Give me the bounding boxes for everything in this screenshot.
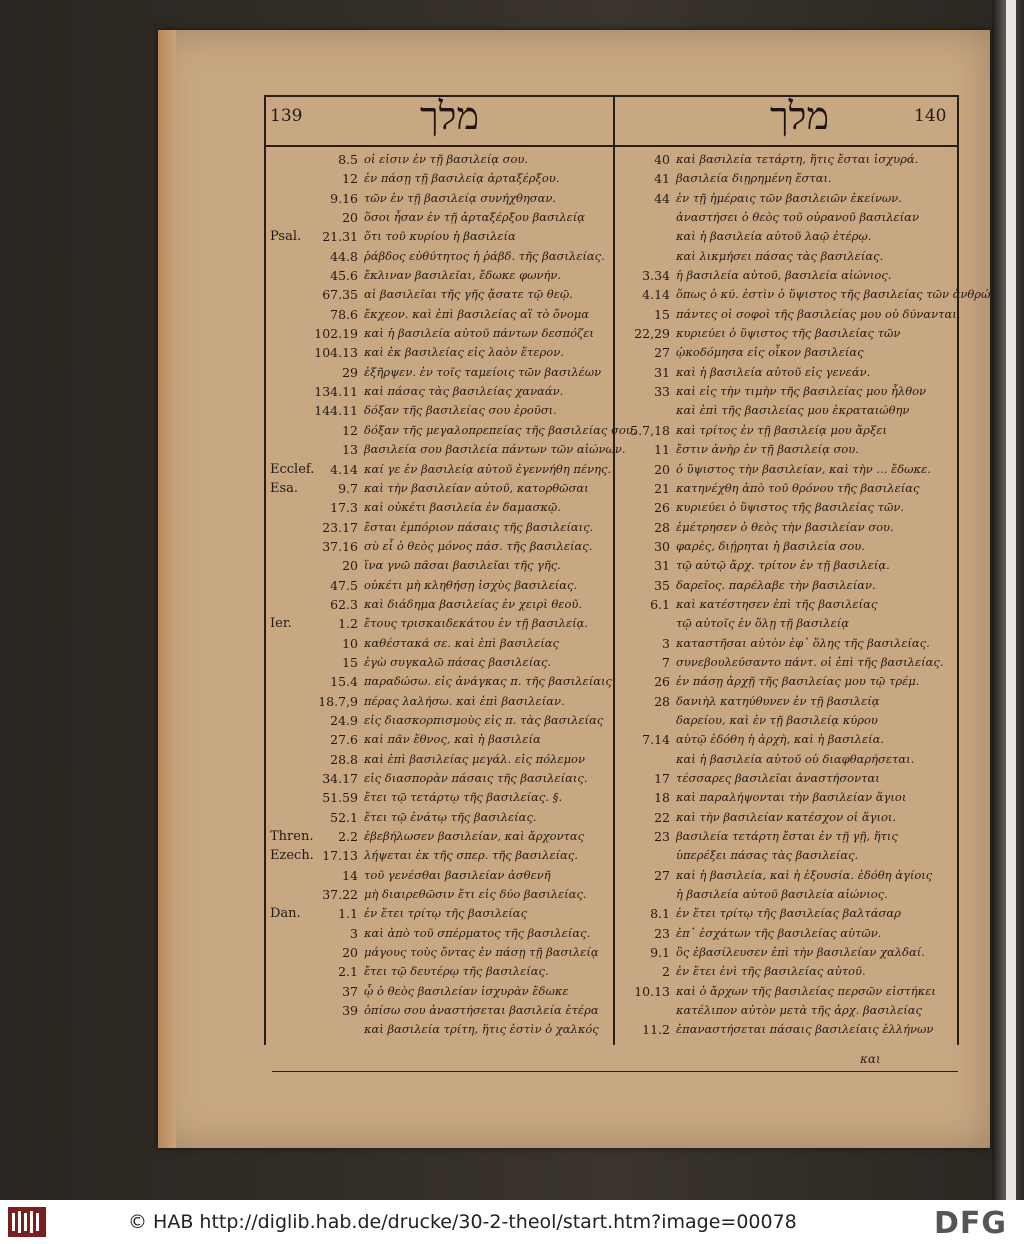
verse-reference: 22 bbox=[654, 809, 670, 825]
entry-text: ἵνα γνῶ πᾶσαι βασιλεῖαι τῆς γῆς. bbox=[364, 558, 561, 573]
left-entry bbox=[270, 343, 610, 362]
verse-reference: 2.1 bbox=[338, 964, 358, 980]
entry-text: ἔτους τρισκαιδεκάτου ἐν τῇ βασιλείᾳ. bbox=[364, 616, 589, 631]
verse-reference: 40 bbox=[654, 152, 670, 167]
right-entry bbox=[620, 769, 956, 788]
entry-text: ἔσται ἐμπόριον πάσαις τῆς βασιλείαις. bbox=[364, 519, 594, 534]
book-name: Psal. bbox=[270, 229, 302, 245]
left-entry bbox=[270, 1020, 610, 1039]
verse-reference: 134.11 bbox=[314, 384, 358, 400]
verse-reference: 3.34 bbox=[642, 268, 670, 284]
left-entry bbox=[270, 885, 610, 904]
verse-reference: 20 bbox=[342, 558, 358, 574]
entry-text: ᾠκοδόμησα εἰς οἶκον βασιλείας bbox=[676, 345, 864, 360]
entry-text: καὶ πάσας τὰς βασιλείας χαναάν. bbox=[364, 384, 564, 399]
verse-reference: 27 bbox=[654, 345, 670, 361]
right-entry bbox=[620, 382, 956, 401]
entry-text: οἱ εἰσιν ἐν τῇ βασιλείᾳ σου. bbox=[364, 152, 529, 166]
entry-text: ἡ βασιλεία αὐτοῦ, βασιλεία αἰώνιος. bbox=[676, 268, 892, 283]
right-entry bbox=[620, 692, 956, 711]
left-entry bbox=[270, 924, 610, 943]
verse-reference: 1.1 bbox=[338, 906, 358, 922]
entry-text: καὶ ἐπὶ τῆς βασιλείας μου ἐκραταιώθην bbox=[676, 403, 910, 418]
left-entry bbox=[270, 711, 610, 730]
entry-text: αὐτῷ ἐδόθη ἡ ἀρχὴ, καὶ ἡ βασιλεία. bbox=[676, 732, 885, 747]
entry-text: δαρεῖος. παρέλαβε τὴν βασιλείαν. bbox=[676, 577, 876, 592]
entry-text: βασιλεία σου βασιλεία πάντων τῶν αἰώνων. bbox=[364, 442, 626, 457]
entry-text: καταστῆσαι αὐτὸν ἐφ᾽ ὅλης τῆς βασιλείας. bbox=[676, 635, 930, 650]
entry-text: δόξαν τῆς βασιλείας σου ἐροῦσι. bbox=[364, 403, 557, 418]
verse-reference: 20 bbox=[654, 461, 670, 477]
right-entry bbox=[620, 150, 956, 169]
entry-text: ὅπως ὁ κύ. ἐστὶν ὁ ὕψιστος τῆς βασιλείας τῶν ἀνθρώ. bbox=[676, 287, 995, 302]
left-entry bbox=[270, 962, 610, 981]
left-entry bbox=[270, 904, 610, 923]
entry-text: μὴ διαιρεθῶσιν ἔτι εἰς δύο βασιλείας. bbox=[364, 887, 587, 902]
verse-reference: 37.22 bbox=[322, 887, 358, 903]
left-entry bbox=[270, 769, 610, 788]
verse-reference: 21.31 bbox=[322, 229, 358, 245]
verse-reference: 10 bbox=[342, 635, 358, 651]
verse-reference: 27.6 bbox=[330, 732, 358, 748]
verse-reference: 28 bbox=[654, 519, 670, 535]
entry-text: ἐπ᾽ ἐσχάτων τῆς βασιλείας αὐτῶν. bbox=[676, 925, 882, 940]
verse-reference: 12 bbox=[342, 171, 358, 187]
left-entry bbox=[270, 634, 610, 653]
entry-text: ὅσοι ἦσαν ἐν τῇ ἀρταξέρξου βασιλείᾳ bbox=[364, 210, 586, 225]
left-column bbox=[270, 150, 637, 1040]
verse-reference: 45.6 bbox=[330, 268, 358, 284]
left-entry bbox=[270, 460, 610, 479]
left-entry bbox=[270, 1001, 610, 1020]
left-entry bbox=[270, 653, 610, 672]
right-entry bbox=[620, 305, 961, 324]
entry-text: αἱ βασιλεῖαι τῆς γῆς ᾄσατε τῷ θεῷ. bbox=[364, 287, 573, 302]
right-entry bbox=[620, 208, 956, 227]
left-page-number: 139 bbox=[270, 106, 303, 126]
verse-reference: 20 bbox=[342, 945, 358, 961]
verse-reference: 41 bbox=[654, 171, 670, 187]
verse-reference: 8.5 bbox=[338, 152, 358, 167]
left-entry bbox=[270, 440, 626, 459]
left-entry bbox=[270, 537, 610, 556]
entry-text: συνεβουλεύσαντο πάντ. οἱ ἐπὶ τῆς βασιλείας. bbox=[676, 654, 944, 669]
entry-text: κατέλιπον αὐτὸν μετὰ τῆς ἀρχ. βασιλείας bbox=[676, 1003, 922, 1018]
left-entry bbox=[270, 285, 610, 304]
catchword: και bbox=[860, 1052, 881, 1066]
left-entry bbox=[270, 305, 610, 324]
bottom-rule bbox=[272, 1071, 958, 1072]
entry-text: τέσσαρες βασιλεῖαι ἀναστήσονται bbox=[676, 771, 880, 785]
right-entry bbox=[620, 672, 956, 691]
entry-text: καὶ οὐκέτι βασιλεία ἐν δαμασκῷ. bbox=[364, 500, 561, 515]
right-entry bbox=[620, 866, 956, 885]
verse-reference: 4.14 bbox=[642, 287, 670, 303]
right-entry bbox=[620, 885, 956, 904]
entry-text: ἐν πάσῃ τῇ βασιλείᾳ ἀρταξέρξου. bbox=[364, 171, 560, 186]
entry-text: καὶ ἡ βασιλεία αὐτοῦ λαῷ ἑτέρῳ. bbox=[676, 229, 872, 244]
entry-text: τῶν ἐν τῇ βασιλείᾳ συνήχθησαν. bbox=[364, 190, 557, 205]
right-entry bbox=[620, 634, 956, 653]
left-entry bbox=[270, 189, 610, 208]
right-page-number: 140 bbox=[914, 106, 947, 126]
entry-text: δόξαν τῆς μεγαλοπρεπείας τῆς βασιλείας σου. bbox=[364, 422, 637, 437]
entry-text: ἐγὼ συγκαλῶ πάσας βασιλείας. bbox=[364, 654, 552, 669]
left-entry bbox=[270, 730, 610, 749]
right-entry bbox=[620, 614, 956, 633]
left-entry bbox=[270, 401, 610, 420]
book-name: Dan. bbox=[270, 906, 301, 922]
verse-reference: 12 bbox=[342, 422, 358, 438]
entry-text: καὶ εἰς τὴν τιμὴν τῆς βασιλείας μου ἦλθον bbox=[676, 384, 927, 399]
viewer-edge bbox=[1006, 0, 1016, 1200]
entry-text: τοῦ γενέσθαι βασιλείαν ἀσθενῆ bbox=[364, 867, 551, 882]
right-entry bbox=[620, 421, 956, 440]
right-entry bbox=[620, 266, 956, 285]
verse-reference: 9.1 bbox=[650, 945, 670, 961]
verse-reference: 17 bbox=[654, 771, 670, 786]
verse-reference: 20 bbox=[342, 210, 358, 226]
entry-text: ἐβεβήλωσεν βασιλείαν, καὶ ἄρχοντας bbox=[364, 829, 585, 844]
entry-text: καὶ ἡ βασιλεία αὐτοῦ εἰς γενεάν. bbox=[676, 364, 871, 379]
verse-reference: 6.1 bbox=[650, 596, 670, 612]
entry-text: ἀναστήσει ὁ θεὸς τοῦ οὐρανοῦ βασιλείαν bbox=[676, 210, 919, 225]
dfg-logo-icon: DFG bbox=[934, 1206, 1008, 1241]
right-entry bbox=[620, 750, 956, 769]
hab-logo-icon bbox=[8, 1207, 46, 1237]
verse-reference: 44 bbox=[654, 190, 670, 206]
left-entry bbox=[270, 479, 610, 498]
entry-text: καὶ βασιλεία τετάρτη, ἥτις ἔσται ἰσχυρά. bbox=[676, 152, 919, 166]
verse-reference: 35 bbox=[654, 577, 670, 593]
verse-reference: 31 bbox=[654, 364, 670, 380]
right-entry bbox=[620, 227, 956, 246]
right-entry bbox=[620, 808, 956, 827]
verse-reference: 44.8 bbox=[330, 248, 358, 264]
verse-reference: 29 bbox=[342, 364, 358, 380]
left-entry bbox=[270, 943, 610, 962]
entry-text: ὑπερέξει πάσας τὰς βασιλείας. bbox=[676, 848, 859, 863]
left-entry bbox=[270, 982, 610, 1001]
entry-text: καὶ ἀπὸ τοῦ σπέρματος τῆς βασιλείας. bbox=[364, 925, 591, 940]
verse-reference: 17.3 bbox=[330, 500, 358, 516]
verse-reference: 13 bbox=[342, 442, 358, 458]
left-entry bbox=[270, 788, 610, 807]
left-entry bbox=[270, 556, 610, 575]
left-entry bbox=[270, 266, 610, 285]
entry-text: καὶ πᾶν ἔθνος, καὶ ἡ βασιλεία bbox=[364, 732, 541, 747]
verse-reference: 67.35 bbox=[322, 287, 358, 303]
entry-text: ἡ βασιλεία αὐτοῦ βασιλεία αἰώνιος. bbox=[676, 887, 888, 902]
entry-text: ὁ ὕψιστος τὴν βασιλείαν, καὶ τὴν ... ἔδωκε. bbox=[676, 461, 931, 476]
entry-text: καὶ παραλήψονται τὴν βασιλείαν ἅγιοι bbox=[676, 790, 907, 805]
entry-text: μάγους τοὺς ὄντας ἐν πάσῃ τῇ βασιλείᾳ bbox=[364, 945, 599, 960]
left-entry bbox=[270, 866, 610, 885]
verse-reference: 52.1 bbox=[330, 809, 358, 825]
entry-text: ἐξῆρψεν. ἐν τοῖς ταμείοις τῶν βασιλέων bbox=[364, 364, 602, 379]
left-entry bbox=[270, 247, 610, 266]
right-entry bbox=[620, 982, 956, 1001]
verse-reference: 18.7,9 bbox=[318, 693, 358, 709]
left-entry bbox=[270, 169, 610, 188]
right-entry bbox=[620, 827, 956, 846]
right-entry bbox=[620, 846, 956, 865]
right-entry bbox=[620, 518, 956, 537]
right-running-head: מלך bbox=[770, 94, 829, 138]
verse-reference: 3 bbox=[662, 635, 670, 651]
right-entry bbox=[620, 247, 956, 266]
left-entry bbox=[270, 692, 610, 711]
verse-reference: 1.2 bbox=[338, 616, 358, 632]
entry-text: τῷ αὐτοῖς ἐν ὅλῃ τῇ βασιλείᾳ bbox=[676, 616, 850, 631]
right-entry bbox=[620, 653, 956, 672]
entry-text: ᾧ ὁ θεὸς βασιλείαν ἰσχυρὰν ἔδωκε bbox=[364, 983, 569, 998]
entry-text: κυριεύει ὁ ὕψιστος τῆς βασιλείας τῶν bbox=[676, 326, 901, 341]
right-entry bbox=[620, 943, 956, 962]
entry-text: τῷ αὐτῷ ἄρχ. τρίτον ἐν τῇ βασιλείᾳ. bbox=[676, 558, 890, 573]
verse-reference: 39 bbox=[342, 1003, 358, 1019]
entry-text: λήψεται ἐκ τῆς σπερ. τῆς βασιλείας. bbox=[364, 848, 578, 863]
left-running-head: מלך bbox=[420, 94, 479, 138]
verse-reference: 2 bbox=[662, 964, 670, 980]
verse-reference: 11.2 bbox=[642, 1022, 670, 1038]
verse-reference: 62.3 bbox=[330, 596, 358, 612]
entry-text: ἔτει τῷ τετάρτῳ τῆς βασιλείας. §. bbox=[364, 790, 563, 805]
entry-text: ἔκλιναν βασιλεῖαι, ἔδωκε φωνήν. bbox=[364, 268, 562, 283]
entry-text: καθέστακά σε. καὶ ἐπὶ βασιλείας bbox=[364, 635, 559, 650]
verse-reference: 7 bbox=[662, 654, 670, 670]
entry-text: ὅτι τοῦ κυρίου ἡ βασιλεία bbox=[364, 229, 516, 244]
entry-text: καὶ διάδημα βασιλείας ἐν χειρὶ θεοῦ. bbox=[364, 596, 583, 611]
verse-reference: 28.8 bbox=[330, 751, 358, 767]
left-entry bbox=[270, 846, 610, 865]
page-edge bbox=[158, 30, 176, 1148]
book-name: Ier. bbox=[270, 616, 292, 632]
entry-text: ὀπίσω σου ἀναστήσεται βασιλεία ἑτέρα bbox=[364, 1003, 599, 1018]
entry-text: καὶ ἐπὶ βασιλείας μεγάλ. εἰς πόλεμον bbox=[364, 751, 585, 766]
verse-reference: 23 bbox=[654, 925, 670, 941]
right-entry bbox=[620, 730, 956, 749]
entry-text: καὶ ἐκ βασιλείας εἰς λαὸν ἕτερον. bbox=[364, 345, 564, 360]
entry-text: δαρείου, καὶ ἐν τῇ βασιλείᾳ κύρου bbox=[676, 712, 878, 727]
book-name: Thren. bbox=[270, 829, 314, 845]
left-entry bbox=[270, 750, 610, 769]
left-border bbox=[264, 95, 266, 1045]
verse-reference: 144.11 bbox=[314, 403, 358, 419]
right-entry bbox=[620, 169, 956, 188]
left-entry bbox=[270, 382, 610, 401]
entry-text: καί γε ἐν βασιλείᾳ αὐτοῦ ἐγεννήθη πένης. bbox=[364, 461, 612, 476]
right-entry bbox=[620, 460, 956, 479]
entry-text: ἔκχεον. καὶ ἐπὶ βασιλείας αἳ τὸ ὄνομα bbox=[364, 306, 589, 321]
verse-reference: 15 bbox=[654, 306, 670, 322]
right-entry bbox=[620, 440, 956, 459]
verse-reference: 2.2 bbox=[338, 829, 358, 845]
verse-reference: 15.4 bbox=[330, 674, 358, 690]
verse-reference: 104.13 bbox=[314, 345, 358, 361]
entry-text: δανιὴλ κατηύθυνεν ἐν τῇ βασιλείᾳ bbox=[676, 693, 880, 708]
book-name: Ezech. bbox=[270, 848, 314, 864]
verse-reference: 47.5 bbox=[330, 577, 358, 593]
entry-text: καὶ τὴν βασιλείαν κατέσχον οἱ ἅγιοι. bbox=[676, 809, 897, 824]
entry-text: καὶ βασιλεία τρίτη, ἥτις ἐστὶν ὁ χαλκός bbox=[364, 1022, 599, 1037]
verse-reference: 17.13 bbox=[322, 848, 358, 864]
verse-reference: 14 bbox=[342, 867, 358, 883]
left-entry bbox=[270, 827, 610, 846]
verse-reference: 30 bbox=[654, 538, 670, 554]
verse-reference: 102.19 bbox=[314, 326, 358, 342]
right-entry bbox=[620, 343, 956, 362]
entry-text: ἔτει τῷ δευτέρῳ τῆς βασιλείας. bbox=[364, 964, 549, 979]
right-entry bbox=[620, 924, 956, 943]
verse-reference: 37.16 bbox=[322, 538, 358, 554]
verse-reference: 78.6 bbox=[330, 306, 358, 322]
entry-text: πέρας λαλήσω. καὶ ἐπὶ βασιλείαν. bbox=[364, 693, 565, 708]
right-entry bbox=[620, 363, 956, 382]
entry-text: βασιλεία διῃρημένη ἔσται. bbox=[676, 171, 832, 186]
verse-reference: 10.13 bbox=[634, 983, 670, 999]
left-entry bbox=[270, 576, 610, 595]
verse-reference: 21 bbox=[654, 480, 670, 496]
verse-reference: 18 bbox=[654, 790, 670, 806]
verse-reference: 24.9 bbox=[330, 712, 358, 728]
verse-reference: 28 bbox=[654, 693, 670, 709]
entry-text: καὶ τρίτος ἐν τῇ βασιλείᾳ μου ἄρξει bbox=[676, 422, 887, 437]
verse-reference: 51.59 bbox=[322, 790, 358, 806]
verse-reference: 9.16 bbox=[330, 190, 358, 206]
right-entry bbox=[620, 1001, 956, 1020]
right-entry bbox=[620, 498, 956, 517]
right-entry bbox=[620, 401, 956, 420]
verse-reference: 22,29 bbox=[634, 326, 670, 342]
left-entry bbox=[270, 150, 610, 169]
entry-text: καὶ λικμήσει πάσας τὰς βασιλείας. bbox=[676, 248, 884, 263]
entry-text: καὶ ἡ βασιλεία αὐτοῦ οὐ διαφθαρήσεται. bbox=[676, 751, 915, 766]
entry-text: ὃς ἐβασίλευσεν ἐπὶ τὴν βασιλείαν χαλδαί. bbox=[676, 945, 925, 960]
left-entry bbox=[270, 672, 610, 691]
verse-reference: 34.17 bbox=[322, 771, 358, 786]
left-entry bbox=[270, 595, 610, 614]
verse-reference: 11 bbox=[654, 442, 670, 458]
right-entry bbox=[620, 285, 995, 304]
verse-reference: 3 bbox=[350, 925, 358, 941]
verse-reference: 9.7 bbox=[338, 480, 358, 496]
left-entry bbox=[270, 227, 610, 246]
verse-reference: 23 bbox=[654, 829, 670, 845]
verse-reference: 7.14 bbox=[642, 732, 670, 748]
verse-reference: 4.14 bbox=[330, 461, 358, 477]
verse-reference: 26 bbox=[654, 500, 670, 516]
verse-reference: 33 bbox=[654, 384, 670, 400]
right-entry bbox=[620, 595, 956, 614]
entry-text: ἐν τῇ ἡμέραις τῶν βασιλειῶν ἐκείνων. bbox=[676, 190, 902, 205]
entry-text: οὐκέτι μὴ κληθήσῃ ἰσχὺς βασιλείας. bbox=[364, 577, 578, 592]
entry-text: καὶ ὁ ἄρχων τῆς βασιλείας περσῶν εἱστήκει bbox=[676, 983, 936, 998]
right-entry bbox=[620, 962, 956, 981]
entry-text: εἰς διασπορὰν πάσαις τῆς βασιλείαις. bbox=[364, 771, 588, 785]
entry-text: ἐν ἔτει τρίτῳ τῆς βασιλείας bbox=[364, 906, 528, 921]
entry-text: πάντες οἱ σοφοὶ τῆς βασιλείας μου οὐ δύνανται. bbox=[676, 306, 961, 321]
entry-text: ἐμέτρησεν ὁ θεὸς τὴν βασιλείαν σου. bbox=[676, 519, 894, 534]
right-entry bbox=[620, 1020, 956, 1039]
left-entry bbox=[270, 498, 610, 517]
right-entry bbox=[620, 479, 956, 498]
right-entry bbox=[620, 537, 956, 556]
top-rule bbox=[264, 95, 958, 97]
right-entry bbox=[620, 711, 956, 730]
left-entry bbox=[270, 518, 610, 537]
entry-text: ἔτει τῷ ἐνάτῳ τῆς βασιλείας. bbox=[364, 809, 537, 824]
entry-text: παραδώσω. εἰς ἀνάγκας π. τῆς βασιλείαις bbox=[364, 674, 612, 689]
right-entry bbox=[620, 576, 956, 595]
left-entry bbox=[270, 208, 610, 227]
verse-reference: 15 bbox=[342, 654, 358, 670]
entry-text: καὶ τὴν βασιλείαν αὐτοῦ, κατορθῶσαι bbox=[364, 480, 589, 495]
entry-text: κυριεύει ὁ ὕψιστος τῆς βασιλείας τῶν. bbox=[676, 500, 904, 515]
left-entry bbox=[270, 421, 637, 440]
footer-credit[interactable]: © HAB http://diglib.hab.de/drucke/30-2-theol/start.htm?image=00078 bbox=[128, 1211, 797, 1233]
entry-text: ἐν ἔτει τρίτῳ τῆς βασιλείας βαλτάσαρ bbox=[676, 906, 901, 921]
book-name: Esa. bbox=[270, 480, 299, 496]
verse-reference: 26 bbox=[654, 674, 670, 690]
verse-reference: 23.17 bbox=[322, 519, 358, 535]
entry-text: καὶ ἡ βασιλεία αὐτοῦ πάντων δεσπόζει bbox=[364, 326, 594, 341]
book-name: Ecclef. bbox=[270, 461, 315, 477]
right-entry bbox=[620, 324, 956, 343]
right-entry bbox=[620, 904, 956, 923]
entry-text: ῥάβδος εὐθύτητος ἡ ῥάβδ. τῆς βασιλείας. bbox=[364, 248, 605, 263]
verse-reference: 5.7,18 bbox=[630, 422, 670, 438]
right-column bbox=[620, 150, 995, 1040]
verse-reference: 31 bbox=[654, 558, 670, 574]
entry-text: κατηνέχθη ἀπὸ τοῦ θρόνου τῆς βασιλείας bbox=[676, 480, 920, 495]
right-border bbox=[957, 95, 959, 1045]
right-entry bbox=[620, 189, 956, 208]
verse-reference: 8.1 bbox=[650, 906, 670, 922]
header-rule bbox=[264, 145, 958, 147]
left-entry bbox=[270, 808, 610, 827]
verse-reference: 37 bbox=[342, 983, 358, 999]
entry-text: βασιλεία τετάρτη ἔσται ἐν τῇ γῇ, ἥτις bbox=[676, 829, 898, 844]
left-entry bbox=[270, 614, 610, 633]
entry-text: φαρὲς, διῄρηται ἡ βασιλεία σου. bbox=[676, 538, 865, 553]
left-entry bbox=[270, 324, 610, 343]
entry-text: καὶ κατέστησεν ἐπὶ τῆς βασιλείας bbox=[676, 596, 878, 611]
left-entry bbox=[270, 363, 610, 382]
entry-text: ἐν ἔτει ἑνὶ τῆς βασιλείας αὐτοῦ. bbox=[676, 964, 866, 979]
entry-text: σὺ εἶ ὁ θεὸς μόνος πάσ. τῆς βασιλείας. bbox=[364, 538, 593, 553]
entry-text: ἔστιν ἀνὴρ ἐν τῇ βασιλείᾳ σου. bbox=[676, 442, 859, 457]
right-entry bbox=[620, 556, 956, 575]
entry-text: εἰς διασκορπισμοὺς εἰς π. τὰς βασιλείας bbox=[364, 712, 604, 727]
verse-reference: 27 bbox=[654, 867, 670, 883]
entry-text: ἐν πάσῃ ἀρχῇ τῆς βασιλείας μου τῷ τρέμ. bbox=[676, 674, 920, 689]
entry-text: καὶ ἡ βασιλεία, καὶ ἡ ἐξουσία. ἐδόθη ἁγίοις bbox=[676, 867, 933, 882]
right-entry bbox=[620, 788, 956, 807]
entry-text: ἐπαναστήσεται πάσαις βασιλείαις ἑλλήνων bbox=[676, 1022, 934, 1037]
